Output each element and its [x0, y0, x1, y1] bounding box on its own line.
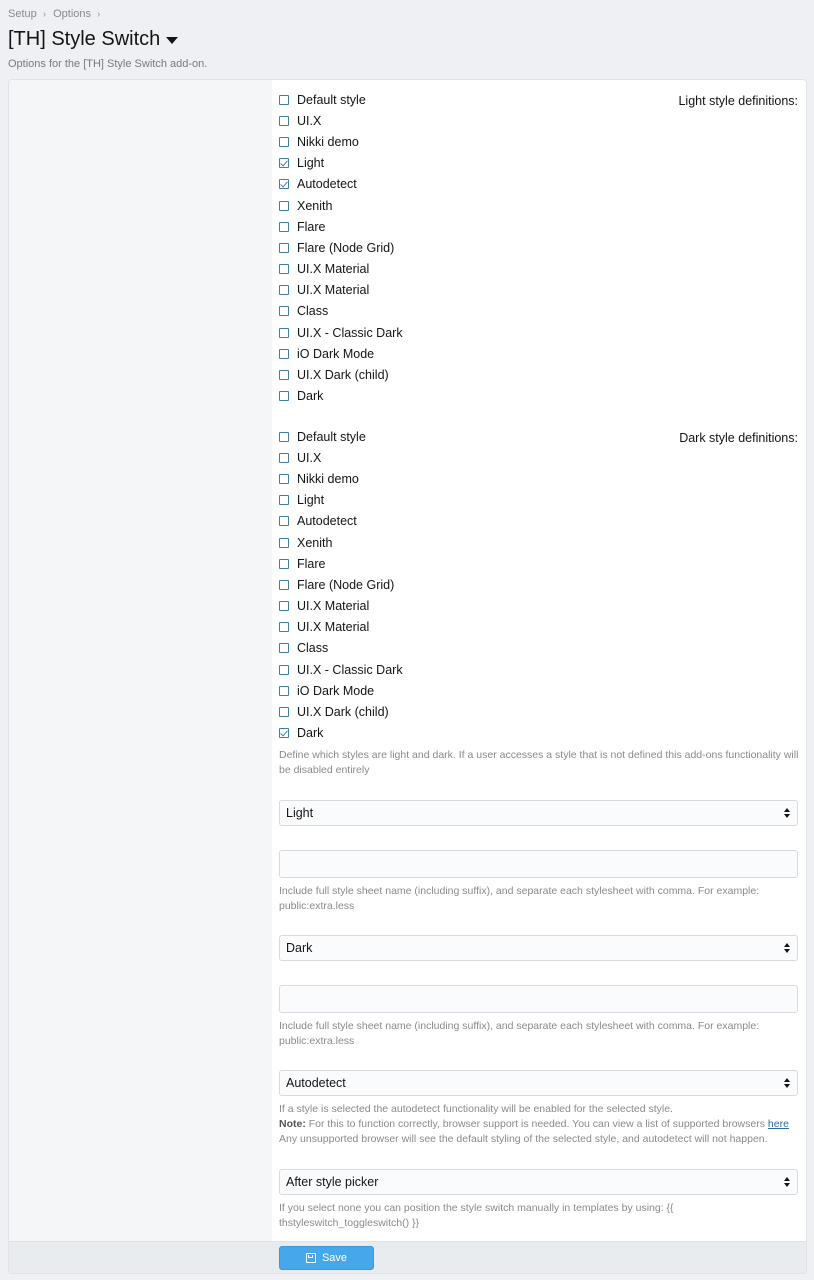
light-defs-checkbox-list	[279, 89, 403, 407]
breadcrumb-options[interactable]: Options	[53, 8, 92, 20]
checkbox[interactable]	[279, 222, 289, 232]
checkbox[interactable]	[279, 516, 289, 526]
checkbox[interactable]	[279, 264, 289, 274]
breadcrumb-setup[interactable]: Setup	[8, 8, 37, 20]
toggle-position-select[interactable]	[279, 1169, 798, 1195]
dark-defs-checkbox-item[interactable]	[279, 511, 403, 532]
checkbox-label: Default style	[297, 92, 366, 107]
note-text: For this to function correctly, browser support is needed. You can view a list of supported browsers	[308, 1118, 765, 1130]
dark-defs-checkbox-item[interactable]	[279, 638, 403, 659]
chevron-right-icon: ›	[97, 8, 101, 20]
checkbox-label: Autodetect	[297, 177, 357, 192]
dark-defs-checkbox-item[interactable]	[279, 426, 403, 447]
primary-dark-value: Dark	[286, 941, 313, 955]
dark-defs-checkbox-item[interactable]	[279, 490, 403, 511]
light-defs-checkbox-item[interactable]	[279, 195, 403, 216]
light-defs-checkbox-item[interactable]	[279, 237, 403, 258]
checkbox-label: Class	[297, 304, 329, 319]
checkbox[interactable]	[279, 728, 289, 738]
dark-defs-checkbox-item[interactable]	[279, 468, 403, 489]
light-defs-checkbox-item[interactable]	[279, 216, 403, 237]
checkbox-label: iO Dark Mode	[297, 683, 375, 698]
caret-down-icon[interactable]	[166, 37, 178, 44]
autodetect-value: Autodetect	[286, 1076, 346, 1090]
dark-defs-checkbox-item[interactable]	[279, 723, 403, 744]
dark-defs-checkbox-item[interactable]	[279, 574, 403, 595]
checkbox-label: Flare	[297, 556, 326, 571]
checkbox-label: Light	[297, 493, 325, 508]
checkbox-label: Nikki demo	[297, 471, 359, 486]
checkbox[interactable]	[279, 370, 289, 380]
checkbox-label: UI.X Material	[297, 283, 370, 298]
checkbox[interactable]	[279, 665, 289, 675]
dark-sheets-input[interactable]	[279, 985, 798, 1013]
dark-defs-label: Dark style definitions:	[679, 431, 798, 445]
checkbox[interactable]	[279, 707, 289, 717]
light-defs-checkbox-item[interactable]	[279, 174, 403, 195]
light-defs-checkbox-item[interactable]	[279, 301, 403, 322]
checkbox-label: Flare (Node Grid)	[297, 577, 395, 592]
checkbox-label: Flare	[297, 219, 326, 234]
page-title-text: [TH] Style Switch	[8, 28, 161, 50]
checkbox-label: UI.X Dark (child)	[297, 368, 389, 383]
checkbox[interactable]	[279, 137, 289, 147]
light-defs-checkbox-item[interactable]	[279, 110, 403, 131]
checkbox-label: Xenith	[297, 198, 333, 213]
checkbox-label: UI.X Material	[297, 599, 370, 614]
dark-defs-checkbox-item[interactable]	[279, 596, 403, 617]
checkbox-label: Autodetect	[297, 514, 357, 529]
checkbox[interactable]	[279, 686, 289, 696]
form-footer	[9, 1241, 806, 1274]
dark-sheets-explain: Include full style sheet name (including suffix), and separate each stylesheet with comma. For example: public:extra.less	[279, 1020, 760, 1047]
style-defs-explain: Define which styles are light and dark. If a user accesses a style that is not defined this add-ons functionality will be disabled entirely	[279, 749, 799, 776]
options-form	[8, 79, 807, 1274]
checkbox[interactable]	[279, 158, 289, 168]
checkbox-label: Dark	[297, 726, 324, 741]
checkbox-label: Default style	[297, 429, 366, 444]
dark-defs-checkbox-item[interactable]	[279, 447, 403, 468]
dark-defs-checkbox-item[interactable]	[279, 553, 403, 574]
toggle-position-explain: If you select none you can position the style switch manually in templates by using: {{ thstyleswitch_toggleswitch() }}	[279, 1202, 674, 1229]
checkbox[interactable]	[279, 495, 289, 505]
page-description: Options for the [TH] Style Switch add-on.	[8, 58, 208, 70]
checkbox-label: UI.X - Classic Dark	[297, 325, 403, 340]
checkbox[interactable]	[279, 391, 289, 401]
light-defs-checkbox-item[interactable]	[279, 343, 403, 364]
light-defs-checkbox-item[interactable]	[279, 364, 403, 385]
select-arrows-icon	[783, 808, 791, 820]
primary-light-select[interactable]	[279, 800, 798, 826]
dark-defs-checkbox-item[interactable]	[279, 617, 403, 638]
checkbox[interactable]	[279, 95, 289, 105]
checkbox-label: Flare (Node Grid)	[297, 240, 395, 255]
toggle-position-value: After style picker	[286, 1175, 379, 1189]
dark-defs-checkbox-item[interactable]	[279, 680, 403, 701]
dark-defs-checkbox-item[interactable]	[279, 701, 403, 722]
checkbox-label: UI.X Material	[297, 620, 370, 635]
page-title[interactable]	[8, 28, 178, 51]
checkbox-label: Nikki demo	[297, 134, 359, 149]
checkbox[interactable]	[279, 474, 289, 484]
autodetect-explain-line1: If a style is selected the autodetect functionality will be enabled for the selected style.	[279, 1103, 673, 1115]
checkbox-label: UI.X	[297, 450, 322, 465]
light-sheets-explain: Include full style sheet name (including suffix), and separate each stylesheet with comma. For example: public:extra.less	[279, 885, 760, 912]
select-arrows-icon	[783, 1078, 791, 1090]
checkbox[interactable]	[279, 432, 289, 442]
checkbox-label: Class	[297, 641, 329, 656]
checkbox[interactable]	[279, 453, 289, 463]
light-defs-checkbox-item[interactable]	[279, 131, 403, 152]
checkbox[interactable]	[279, 601, 289, 611]
autodetect-note	[279, 1117, 799, 1132]
note-label: Note:	[279, 1118, 306, 1130]
checkbox[interactable]	[279, 328, 289, 338]
checkbox-label: iO Dark Mode	[297, 346, 375, 361]
light-defs-checkbox-item[interactable]	[279, 386, 403, 407]
light-sheets-input[interactable]	[279, 850, 798, 878]
checkbox[interactable]	[279, 179, 289, 189]
checkbox[interactable]	[279, 580, 289, 590]
checkbox[interactable]	[279, 622, 289, 632]
save-button[interactable]	[279, 1246, 374, 1270]
checkbox[interactable]	[279, 643, 289, 653]
labels-column	[9, 80, 272, 1241]
checkbox[interactable]	[279, 243, 289, 253]
checkbox-label: Light	[297, 156, 325, 171]
checkbox[interactable]	[279, 349, 289, 359]
checkbox[interactable]	[279, 306, 289, 316]
autodetect-explain-line3: Any unsupported browser will see the default styling of the selected style, and autodetect will not happen.	[279, 1133, 768, 1145]
dark-defs-checkbox-list	[279, 426, 403, 744]
dark-defs-checkbox-item[interactable]	[279, 532, 403, 553]
checkbox[interactable]	[279, 538, 289, 548]
save-label: Save	[321, 1252, 348, 1264]
select-arrows-icon	[783, 943, 791, 955]
save-icon	[306, 1253, 316, 1263]
checkbox[interactable]	[279, 201, 289, 211]
light-defs-checkbox-item[interactable]	[279, 89, 403, 110]
light-defs-checkbox-item[interactable]	[279, 259, 403, 280]
checkbox-label: Xenith	[297, 535, 333, 550]
checkbox[interactable]	[279, 116, 289, 126]
dark-defs-checkbox-item[interactable]	[279, 659, 403, 680]
checkbox[interactable]	[279, 559, 289, 569]
primary-light-value: Light	[286, 806, 314, 820]
checkbox[interactable]	[279, 285, 289, 295]
checkbox-label: UI.X	[297, 113, 322, 128]
chevron-right-icon: ›	[42, 8, 47, 20]
light-defs-checkbox-item[interactable]	[279, 280, 403, 301]
light-defs-label: Light style definitions:	[678, 94, 798, 108]
supported-browsers-link[interactable]: here	[767, 1118, 789, 1130]
checkbox-label: Dark	[297, 389, 324, 404]
autodetect-select[interactable]	[279, 1070, 798, 1096]
breadcrumb	[8, 8, 103, 20]
light-defs-checkbox-item[interactable]	[279, 153, 403, 174]
checkbox-label: UI.X - Classic Dark	[297, 662, 403, 677]
select-arrows-icon	[783, 1177, 791, 1189]
checkbox-label: UI.X Dark (child)	[297, 705, 389, 720]
checkbox-label: UI.X Material	[297, 262, 370, 277]
light-defs-checkbox-item[interactable]	[279, 322, 403, 343]
primary-dark-select[interactable]	[279, 935, 798, 961]
autodetect-explain	[279, 1102, 799, 1147]
